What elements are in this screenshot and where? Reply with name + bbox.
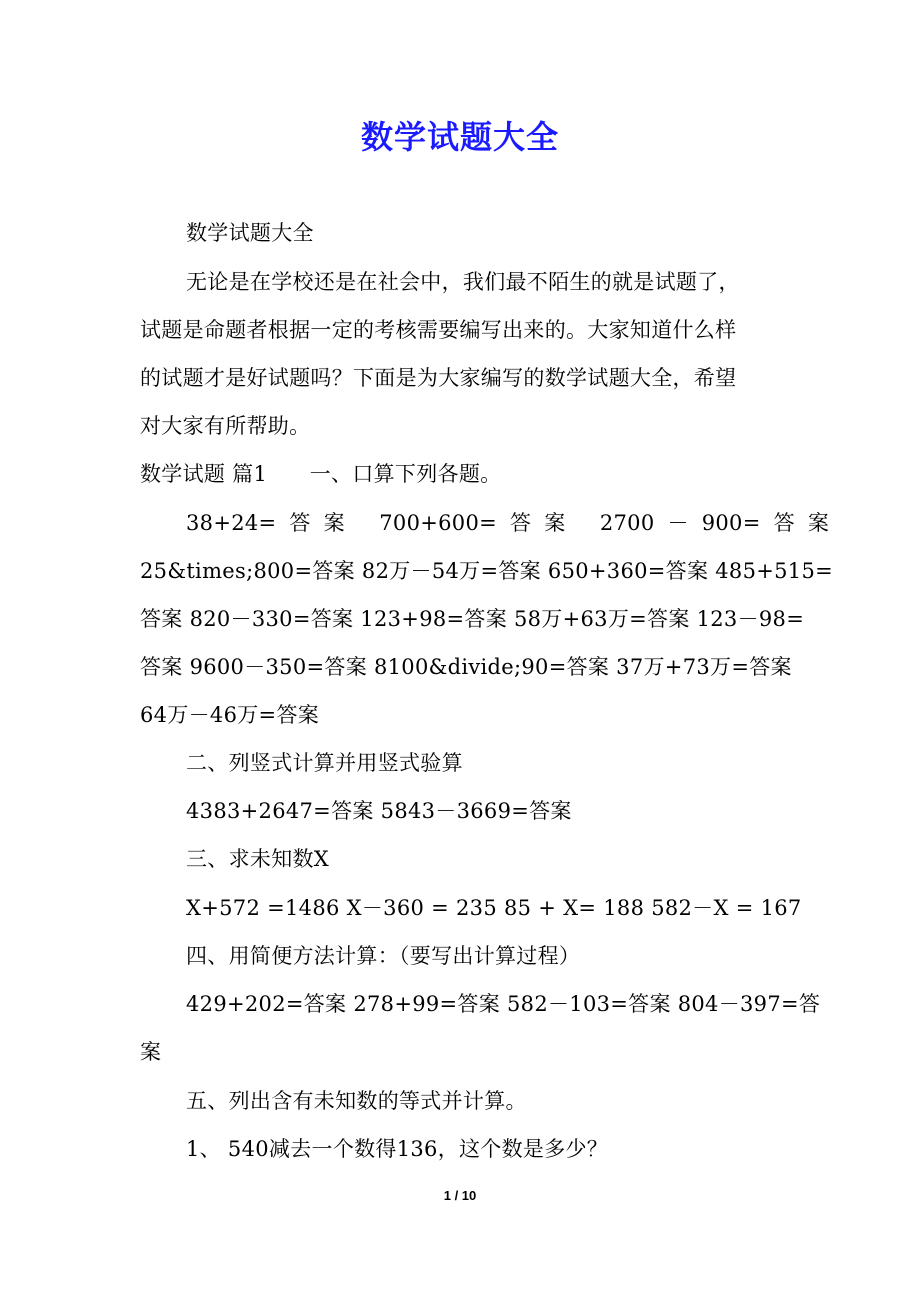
page-number: 1 / 10 [443, 1188, 477, 1203]
section-heading-4: 四、用简便方法计算：（要写出计算过程） [186, 944, 581, 968]
section-heading-5: 五、列出含有未知数的等式并计算。 [186, 1089, 527, 1113]
subtitle-line: 数学试题大全 [186, 221, 314, 245]
problem-line-6: 4383+2647=答案 5843－3669=答案 [186, 799, 572, 823]
intro-line-2: 试题是命题者根据一定的考核需要编写出来的。大家知道什么样 [140, 318, 737, 342]
problem-line-7: X+572 =1486 X－360 = 235 85 + X= 188 582－X = 167 [186, 896, 802, 920]
problem-line-8: 429+202=答案 278+99=答案 582－103=答案 804－397=答 [186, 992, 821, 1016]
page-title: 数学试题大全 [360, 118, 559, 156]
section-heading-2: 二、列竖式计算并用竖式验算 [186, 751, 463, 775]
intro-line-1: 无论是在学校还是在社会中，我们最不陌生的就是试题了， [186, 270, 740, 294]
problem-line-4: 答案 9600－350=答案 8100&divide;90=答案 37万+73万=答案 [140, 655, 792, 679]
problem-line-5: 64万－46万=答案 [140, 703, 320, 727]
intro-line-3: 的试题才是好试题吗？下面是为大家编写的数学试题大全，希望 [140, 366, 737, 390]
problem-line-3: 答案 820－330=答案 123+98=答案 58万+63万=答案 123－98= [140, 607, 805, 631]
problem-line-2: 25&times;800=答案 82万－54万=答案 650+360=答案 485+515= [140, 559, 834, 583]
section-heading-3: 三、求未知数X [186, 847, 330, 871]
section-heading-1: 数学试题 篇1 一、口算下列各题。 [140, 462, 502, 486]
problem-line-9: 案 [140, 1040, 162, 1064]
problem-line-10: 1、 540减去一个数得136，这个数是多少？ [186, 1137, 609, 1161]
problem-line-1: 38+24= 答 案 700+600= 答 案 2700 － 900= 答 案 [186, 511, 830, 535]
intro-line-4: 对大家有所帮助。 [140, 414, 311, 438]
